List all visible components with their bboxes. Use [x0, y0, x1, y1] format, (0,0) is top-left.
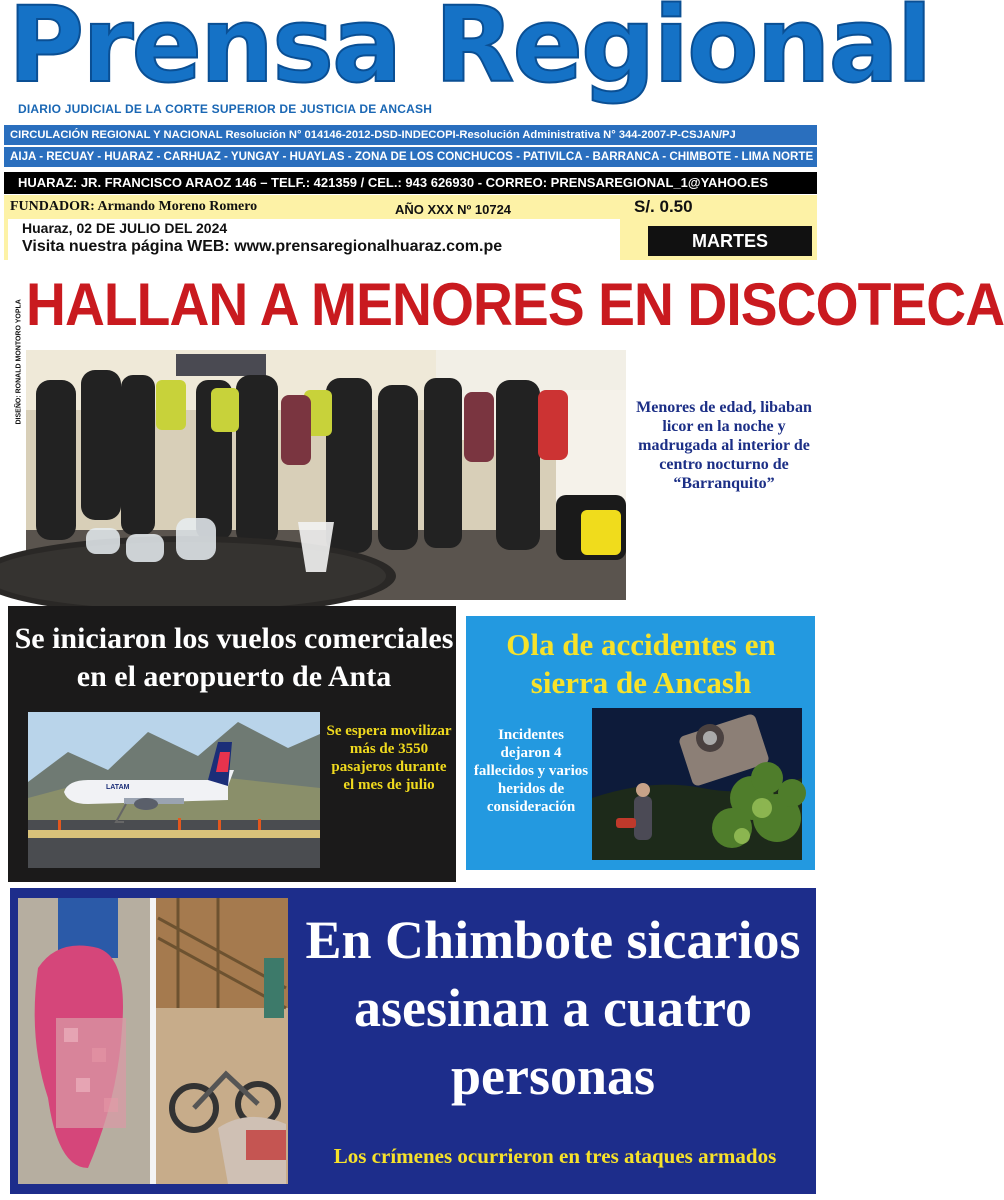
- airport-story-title[interactable]: Se iniciaron los vuelos comerciales en el aeropuerto de Anta: [14, 622, 454, 693]
- airport-story-caption: Se espera movilizar más de 3550 pasajeros durante el mes de julio: [326, 723, 452, 793]
- airport-photo[interactable]: [28, 712, 320, 868]
- website-link[interactable]: Visita nuestra página WEB: www.prensaregionalhuaraz.com.pe: [22, 238, 503, 255]
- price-label: S/. 0.50: [634, 197, 693, 216]
- masthead-subtitle: DIARIO JUDICIAL DE LA CORTE SUPERIOR DE JUSTICIA DE ANCASH: [18, 102, 433, 116]
- founder-label: FUNDADOR: Armando Moreno Romero: [10, 199, 258, 214]
- circulation-band: CIRCULACIÓN REGIONAL Y NACIONAL Resolución N° 014146-2012-DSD-INDECOPI-Resolución Administrativa N° 344-2007-P-CSJAN/PJ: [4, 125, 817, 145]
- accidents-story-caption: Incidentes dejaron 4 fallecidos y varios heridos de consideración: [473, 727, 589, 815]
- crime-scene-image: [18, 898, 288, 1184]
- airplane-image: [28, 712, 320, 868]
- regions-band: AIJA - RECUAY - HUARAZ - CARHUAZ - YUNGAY - HUAYLAS - ZONA DE LOS CONCHUCOS - PATIVILCA - BARRANCA - CHIMBOTE - LIMA NORTE: [4, 147, 817, 167]
- edition-number: AÑO XXX Nº 10724: [395, 202, 512, 217]
- overturned-vehicle-image: [592, 708, 802, 860]
- contact-bar: HUARAZ: JR. FRANCISCO ARAOZ 146 – TELF.: 421359 / CEL.: 943 626930 - CORREO: PRENSAREGIONAL_1@YAHOO.ES: [4, 172, 817, 194]
- masthead-logo: Prensa Regional: [8, 0, 931, 106]
- issue-date: Huaraz, 02 DE JULIO DEL 2024: [22, 220, 228, 236]
- chimbote-story-title[interactable]: En Chimbote sicarios asesinan a cuatro personas: [305, 910, 801, 1106]
- design-credit-text: DISEÑO: RONALD MONTORO YOPLA: [15, 299, 23, 425]
- chimbote-story-subtitle: Los crímenes ocurrieron en tres ataques armados: [333, 1144, 777, 1168]
- accidents-story-title[interactable]: Ola de accidentes en sierra de Ancash: [506, 627, 776, 700]
- lead-headline[interactable]: HALLAN A MENORES EN DISCOTECA: [26, 271, 1004, 338]
- lead-caption: Menores de edad, libaban licor en la noche y madrugada al interior de centro nocturno de “Barranquito”: [636, 399, 812, 492]
- lead-photo[interactable]: [26, 350, 626, 600]
- accident-photo[interactable]: [592, 708, 802, 860]
- airline-livery-text: LATAM: [106, 784, 130, 791]
- weekday-badge: MARTES: [648, 226, 812, 256]
- discotheque-crowd-image: [26, 350, 626, 600]
- design-credit: [6, 282, 23, 432]
- crime-scene-photo[interactable]: [18, 898, 288, 1184]
